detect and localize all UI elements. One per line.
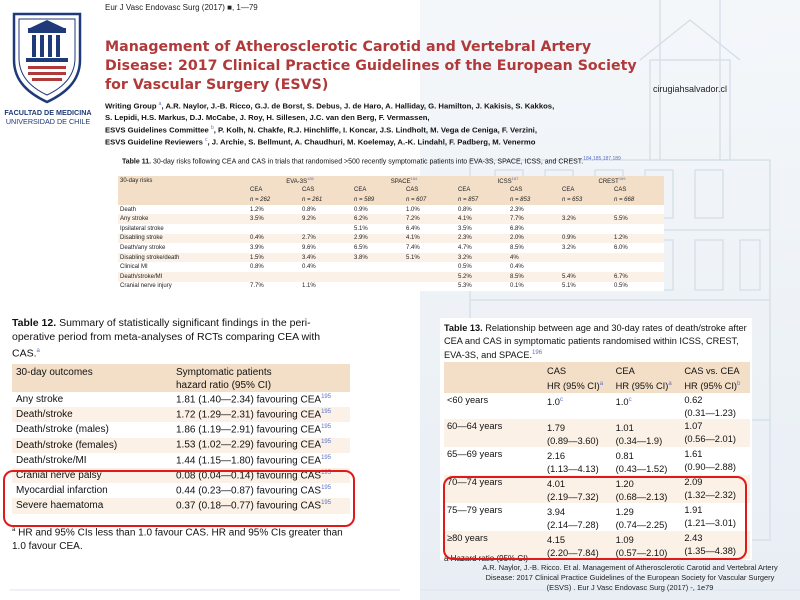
table12-panel [8, 312, 356, 570]
table11-n-cell: n = 589 [352, 195, 404, 205]
table-cell: 6.0% [614, 244, 628, 251]
table11-row-label: Death [120, 206, 137, 213]
table12-caption-ref: a [36, 348, 40, 354]
table11-group-head [352, 176, 456, 186]
table-row [118, 214, 664, 224]
table11-row-label: Disabling stroke [118, 234, 248, 244]
table13-hr-line [616, 448, 679, 463]
table12-outcome: Death/stroke/MI [16, 454, 87, 466]
faculty-name: FACULTAD DE MEDICINA [4, 108, 92, 117]
table13-head-line2 [547, 378, 610, 393]
table13-hr: 1.61 [684, 449, 703, 460]
table13-head-ref: b [737, 380, 741, 387]
table-cell: 4% [508, 253, 560, 263]
table-row [444, 447, 750, 475]
table-cell: 0.8% [250, 264, 264, 271]
table12-hr-ref: 195 [321, 469, 332, 476]
table-cell: 5.4% [560, 272, 612, 282]
table13-hr: 0.81 [615, 451, 634, 462]
table12-hr-ref: 195 [321, 424, 332, 431]
author-names: , J. Archie, S. Bellmunt, A. Chaudhuri, M. Koelemay, A.-K. Lindahl, F. Padberg, M. Venermo [207, 137, 536, 147]
table-cell: 5.2% [456, 272, 508, 282]
highlight-box-table12 [3, 470, 355, 527]
table-row [118, 282, 664, 292]
table-cell [404, 272, 456, 282]
table11-empty-cell [118, 186, 248, 196]
table13-ci: (1.13—4.13) [547, 463, 599, 474]
table11-caption-text: 30-day risks following CEA and CAS in trials that randomised >500 recently symptomatic patients into EVA-3S, SPACE, ICSS, and CREST. [151, 158, 584, 166]
table13-hr: 2.09 [684, 477, 703, 488]
table11-row-label: Clinical MI [120, 264, 148, 271]
highlight-box-table13 [443, 476, 747, 560]
author-list [105, 99, 665, 148]
table-cell: 2.0% [508, 234, 560, 244]
table-cell [404, 262, 456, 272]
table11-n-cell: n = 607 [404, 195, 456, 205]
table13-ci: (0.34—1.9) [615, 435, 663, 446]
committee-label: ESVS Guidelines Committee [105, 125, 209, 135]
footnote-ref: a [12, 527, 16, 533]
table11-row-label: Cranial nerve injury [120, 283, 172, 290]
table-cell: 5.1% [404, 253, 456, 263]
table-cell: 5.5% [612, 214, 664, 224]
table11-subhead: CEA [456, 186, 508, 196]
table-cell: 0.9% [560, 234, 612, 244]
table11-trial-ref: 189 [618, 176, 626, 182]
author-line-1 [105, 99, 665, 112]
table-cell [404, 282, 456, 292]
university-name: UNIVERSIDAD DE CHILE [5, 117, 91, 126]
table-cell: 4.7% [458, 244, 472, 251]
table11-trial-ref: 187 [511, 176, 519, 182]
table11-n-row [118, 195, 664, 205]
table-cell [560, 205, 612, 215]
table11-subhead-row [118, 186, 664, 196]
table12-outcome: Cranial nerve palsy [12, 468, 172, 483]
table13-cell [681, 447, 750, 475]
table13-ci: (0.74—2.25) [615, 519, 668, 530]
table-cell: 3.8% [352, 253, 404, 263]
table13-header-row [444, 362, 750, 393]
table-cell: 2.7% [300, 234, 352, 244]
table-cell: 3.4% [300, 253, 352, 263]
table13-cell [544, 393, 613, 419]
table12-outcome: Severe haematoma [12, 498, 172, 513]
table12-hr-value: 1.44 (1.15—1.80) favouring CEA [176, 455, 322, 466]
table13-age: <60 years [447, 395, 489, 405]
website-watermark: cirugiahsalvador.cl [653, 84, 728, 94]
table11-row-label: Ipsilateral stroke [120, 225, 164, 232]
table12-caption [12, 316, 350, 361]
table11-row-label: Disabling stroke/death [118, 253, 248, 263]
writing-group-label: Writing Group [105, 101, 157, 111]
table13-ci: (0.31—1.23) [684, 407, 736, 418]
table-cell: 3.9% [250, 244, 264, 251]
table-cell: 2.3% [510, 206, 524, 213]
table13-age: 70—74 years [444, 475, 544, 503]
table13-age: 75—79 years [447, 505, 503, 516]
table11-n-cell: n = 262 [248, 195, 300, 205]
table-cell: 2.9% [352, 234, 404, 244]
table11-n-cell: n = 653 [560, 195, 612, 205]
table-cell: 0.4% [302, 264, 316, 271]
table13-hr: 2.43 [684, 533, 703, 544]
table12-head-hr [172, 364, 350, 392]
table13-hr: 1.09 [615, 535, 634, 546]
table13-cell [613, 419, 682, 447]
table13-cell [681, 393, 750, 419]
table12-hr-value: 0.44 (0.23—0.87) favouring CAS [176, 485, 322, 497]
table13-ci: (0.56—2.01) [684, 433, 736, 444]
table11-caption [122, 155, 662, 166]
table12-hr-value: 1.81 (1.40—2.34) favouring CEA [176, 394, 322, 406]
table-row [12, 407, 350, 422]
table13-head-line1: CAS vs. CEA [684, 366, 740, 376]
table13-hr: 1.79 [547, 423, 566, 434]
table12-footnote [12, 523, 350, 554]
table13-ci: (1.21—3.01) [684, 517, 736, 528]
table13-cell [681, 419, 750, 447]
table12-hr-cell [172, 407, 350, 422]
table-cell [612, 224, 664, 234]
table13-ci: (0.90—2.88) [684, 461, 736, 472]
table12-head-outcome: 30-day outcomes [12, 364, 172, 392]
table-cell: 1.2% [250, 206, 264, 213]
table13-label: Table 13. [444, 323, 483, 333]
table13-caption-text: Relationship between age and 30-day rates of death/stroke after CEA and CAS in symptomatic patients randomised within ICSS, CREST, EVA-3S, and SPACE. [444, 323, 747, 361]
table-cell: 7.7% [508, 214, 560, 224]
table-cell: 0.8% [458, 206, 472, 213]
table-cell: 8.5% [508, 272, 560, 282]
table-row [12, 453, 350, 468]
table11-subhead: CAS [612, 186, 664, 196]
table11-n-cell: n = 853 [508, 195, 560, 205]
table13-hr-line [547, 448, 610, 463]
table-cell [612, 253, 664, 263]
table-cell: 1.0% [406, 206, 420, 213]
table12-label: Table 12. [12, 317, 57, 329]
table-cell: 2.3% [456, 234, 508, 244]
table13-ci: (2.14—7.28) [547, 519, 599, 530]
table13-age: ≥80 years [444, 531, 544, 559]
table-cell: 9.6% [302, 244, 316, 251]
table12-hr-value: 0.08 (0.04—0.14) favouring CAS [176, 470, 322, 482]
table11-subhead: CAS [404, 186, 456, 196]
table11-trial-name: SPACE [390, 179, 411, 186]
table-row [118, 262, 664, 272]
citation: A.R. Naylor, J.-B. Ricco. Et al. Management of Atherosclerotic Carotid and Vertebral Artery Disease: 2017 Clinical Practice Guidelines of the European Society for Vascular Surgery (ESVS) . Eur J Vasc Endovasc Surg (2017) -, 1e79 [482, 563, 778, 592]
table-cell [352, 272, 404, 282]
table12-hr-cell [172, 392, 350, 407]
table13-hr-line [616, 394, 679, 409]
article-title: Management of Atherosclerotic Carotid and Vertebral Artery Disease: 2017 Clinical Practice Guidelines of the European Society for Vascular Surgery (ESVS) [105, 39, 637, 93]
table13-head-hr: HR (95% CI) [684, 380, 738, 391]
table12-outcome: Death/stroke [12, 407, 172, 422]
footnote-ref: b [210, 124, 214, 131]
author-line-2: S. Lepidi, H.S. Markus, D.J. McCabe, J. Roy, H. Sillesen, J.C. van den Berg, F. Vermassen, [105, 112, 430, 122]
table11-caption-refs: 184,185,187,189 [583, 156, 621, 162]
table12-hr-value: 1.72 (1.29—2.31) favouring CEA [176, 409, 322, 421]
table11-row-label: Death/any stroke [120, 244, 166, 251]
table13-ci: (1.32—2.32) [684, 489, 736, 500]
table11-n-cell: n = 857 [456, 195, 508, 205]
table13-cell [613, 393, 682, 419]
table13-age: 65—69 years [447, 449, 503, 460]
table13-hr-ref: c [559, 397, 563, 403]
table-row [12, 438, 350, 453]
table-cell: 1.1% [302, 283, 316, 290]
table-cell: 5.3% [458, 283, 472, 290]
table-row [12, 422, 350, 437]
table-cell: 3.2% [456, 253, 508, 263]
table-cell: 7.2% [404, 214, 456, 224]
table13-caption-ref: 196 [532, 350, 543, 356]
table-cell: 5.1% [562, 283, 576, 290]
table13-ci: (2.19—7.32) [547, 491, 599, 502]
table13-hr-line [547, 394, 610, 409]
table11-n-cell: n = 668 [612, 195, 664, 205]
table13-age: 60—64 years [444, 419, 544, 447]
author-line-4 [105, 135, 665, 148]
journal-reference: Eur J Vasc Endovasc Surg (2017) ■, 1—79 [105, 3, 258, 12]
table12-hr-ref: 195 [321, 485, 332, 492]
table11 [118, 176, 664, 291]
table-cell: 0.5% [458, 264, 472, 271]
table13-head-line1: CAS [547, 366, 567, 376]
table-cell [352, 282, 404, 292]
table11-subhead: CAS [508, 186, 560, 196]
table13-head-hr: HR (95% CI) [615, 380, 669, 391]
table11-label: Table 11. [122, 158, 152, 166]
table12-hr-ref: 195 [321, 439, 332, 446]
table12-head-hr-line1: Symptomatic patients [176, 367, 272, 378]
table-cell: 3.2% [560, 214, 612, 224]
table-cell: 6.5% [354, 244, 368, 251]
table-cell [248, 224, 300, 234]
table-cell: 3.5% [458, 225, 472, 232]
table13-hr-line [547, 420, 610, 435]
table13-hr: 1.20 [615, 479, 634, 490]
table11-group-head [456, 176, 560, 186]
table-row [12, 392, 350, 407]
table-cell: 0.1% [510, 283, 524, 290]
table11-subhead: CAS [300, 186, 352, 196]
table12-hr-ref: 195 [321, 409, 332, 416]
table-cell: 6.8% [510, 225, 524, 232]
table13-ci: (2.20—7.84) [547, 547, 599, 558]
author-line-3 [105, 123, 665, 136]
table12-header-row [12, 364, 350, 392]
table12-outcome: Myocardial infarction [16, 485, 108, 497]
table-row [118, 243, 664, 253]
table12-caption-text: Summary of statistically significant findings in the peri-operative period from meta-analyses of RCTs comparing CEA with CAS. [12, 317, 321, 360]
table12-hr-cell [172, 453, 350, 468]
table-cell: 1.2% [612, 234, 664, 244]
table-row [118, 234, 664, 244]
table13-head-cell [681, 362, 750, 393]
table12-outcome: Death/stroke (females) [12, 438, 172, 453]
author-names: , A.R. Naylor, J.-B. Ricco, G.J. de Borst, S. Debus, J. de Haro, A. Halliday, G. Hamilton, J. Kakisis, S. Kakkos, [161, 101, 555, 111]
table13-ci: (0.43—1.52) [615, 463, 668, 474]
table13-head-hr: HR (95% CI) [547, 380, 600, 391]
table12-head-hr-line2: hazard ratio (95% CI) [176, 380, 272, 391]
table13-head-line2 [616, 378, 679, 393]
table11-group-head [560, 176, 664, 186]
table-cell [352, 262, 404, 272]
footnote-ref: a [158, 101, 162, 107]
table11-group-row [118, 176, 664, 186]
table-cell: 5.1% [354, 225, 368, 232]
table13-cell [544, 419, 613, 447]
table-cell: 6.7% [612, 272, 664, 282]
table13-head-line1: CEA [615, 366, 635, 376]
table13-hr: 1.01 [615, 423, 634, 434]
table12-hr-cell [172, 422, 350, 437]
table11-trial-name: CREST [598, 179, 619, 186]
table13-hr: 1.07 [684, 421, 703, 431]
table-cell: 0.8% [302, 206, 316, 213]
table12-hr-ref: 195 [321, 500, 332, 507]
table13-head-cell [544, 362, 613, 393]
table13-hr-ref: c [628, 397, 632, 403]
logo-caption [2, 108, 94, 126]
table-cell: 0.5% [614, 283, 628, 290]
table11-row-label: Any stroke [118, 214, 248, 224]
table12-hr-ref: 195 [321, 393, 332, 400]
table-cell: 4.1% [404, 234, 456, 244]
author-names: , P. Kolh, N. Chakfe, R.J. Hinchliffe, I. Koncar, J.S. Lindholt, M. Vega de Ceniga, F. Verzini, [213, 125, 537, 135]
table-row [444, 419, 750, 447]
table-cell: 0.4% [510, 264, 524, 271]
table-cell: 0.4% [248, 234, 300, 244]
table11-subhead: CEA [248, 186, 300, 196]
table-cell: 7.4% [406, 244, 420, 251]
table13-ci: (1.35—4.38) [684, 545, 736, 556]
table13-hr: 1.0 [547, 397, 560, 408]
table-row [118, 205, 664, 215]
table13-head-ref: a [599, 380, 604, 387]
table13-hr: 3.94 [547, 507, 566, 518]
table-cell: 3.2% [562, 244, 576, 251]
table13-footnote: a Hazard ratio (95% CI) [444, 554, 529, 563]
table12-outcome: Death/stroke (males) [16, 424, 109, 436]
table-cell: 6.4% [406, 225, 420, 232]
table13-caption [444, 322, 750, 362]
table-cell: 6.2% [352, 214, 404, 224]
table13-hr: 1.0 [615, 397, 629, 408]
table-cell [300, 224, 352, 234]
table11-trial-name: ICSS [497, 179, 512, 186]
table13-ci: (0.68—2.13) [615, 491, 668, 502]
table11-trial-name: EVA-3S [286, 179, 308, 186]
table11-group-head [248, 176, 352, 186]
university-logo [6, 8, 88, 104]
table-cell [248, 272, 300, 282]
table11-trial-ref: 184 [410, 176, 418, 182]
table13-head-line2 [684, 378, 747, 393]
table-cell [560, 224, 612, 234]
table-cell: 7.7% [250, 283, 264, 290]
table11-n-cell: n = 261 [300, 195, 352, 205]
table-cell: 0.9% [354, 206, 368, 213]
table13-ci: (0.89—3.60) [547, 435, 599, 446]
table-cell: 4.1% [456, 214, 508, 224]
table-row [118, 272, 664, 282]
table13-head-ref: a [668, 380, 672, 387]
table13-hr: 2.16 [547, 451, 566, 462]
table12-hr-cell [172, 438, 350, 453]
table-cell: 3.5% [248, 214, 300, 224]
table12-hr-ref: 195 [321, 454, 332, 461]
table13-head-cell [613, 362, 682, 393]
table-row [118, 224, 664, 234]
table-row [444, 393, 750, 419]
table-cell [612, 262, 664, 272]
table13-hr: 1.29 [615, 507, 634, 518]
table11-subhead: CEA [560, 186, 612, 196]
table-cell [612, 205, 664, 215]
table12-footnote-text: HR and 95% CIs less than 1.0 favour CAS. HR and 95% CIs greater than 1.0 favour CEA. [12, 527, 343, 553]
table12-hr-value: 0.37 (0.18—0.77) favouring CAS [176, 500, 322, 512]
footnote-ref: c [204, 137, 208, 144]
table-cell [560, 253, 612, 263]
table13-cell [613, 447, 682, 475]
table13-head-age [444, 362, 544, 393]
table-cell: 1.5% [248, 253, 300, 263]
table-cell [300, 272, 352, 282]
table11-empty-cell [118, 195, 248, 205]
table11-subhead: CEA [352, 186, 404, 196]
table13-hr-line [616, 420, 679, 435]
table11-trial-ref: 185 [307, 176, 314, 182]
table11-row-label: Death/stroke/MI [118, 272, 248, 282]
table13-hr: 4.01 [547, 479, 566, 490]
table13-hr: 4.15 [547, 535, 566, 546]
table-cell [560, 262, 612, 272]
table-row [118, 253, 664, 263]
reviewers-label: ESVS Guideline Reviewers [105, 137, 203, 147]
table12-hr-value: 1.86 (1.19—2.91) favouring CEA [176, 424, 322, 436]
table-cell: 9.2% [300, 214, 352, 224]
table13-hr: 0.62 [684, 395, 703, 405]
table12-hr-value: 1.53 (1.02—2.29) favouring CEA [176, 439, 322, 451]
table13-hr: 1.91 [684, 505, 703, 516]
table12-outcome: Any stroke [16, 394, 64, 406]
table-cell: 8.5% [510, 244, 524, 251]
table11-head-risks: 30-day risks [118, 176, 248, 186]
table13-ci: (0.57—2.10) [615, 547, 668, 558]
table13-cell [544, 447, 613, 475]
